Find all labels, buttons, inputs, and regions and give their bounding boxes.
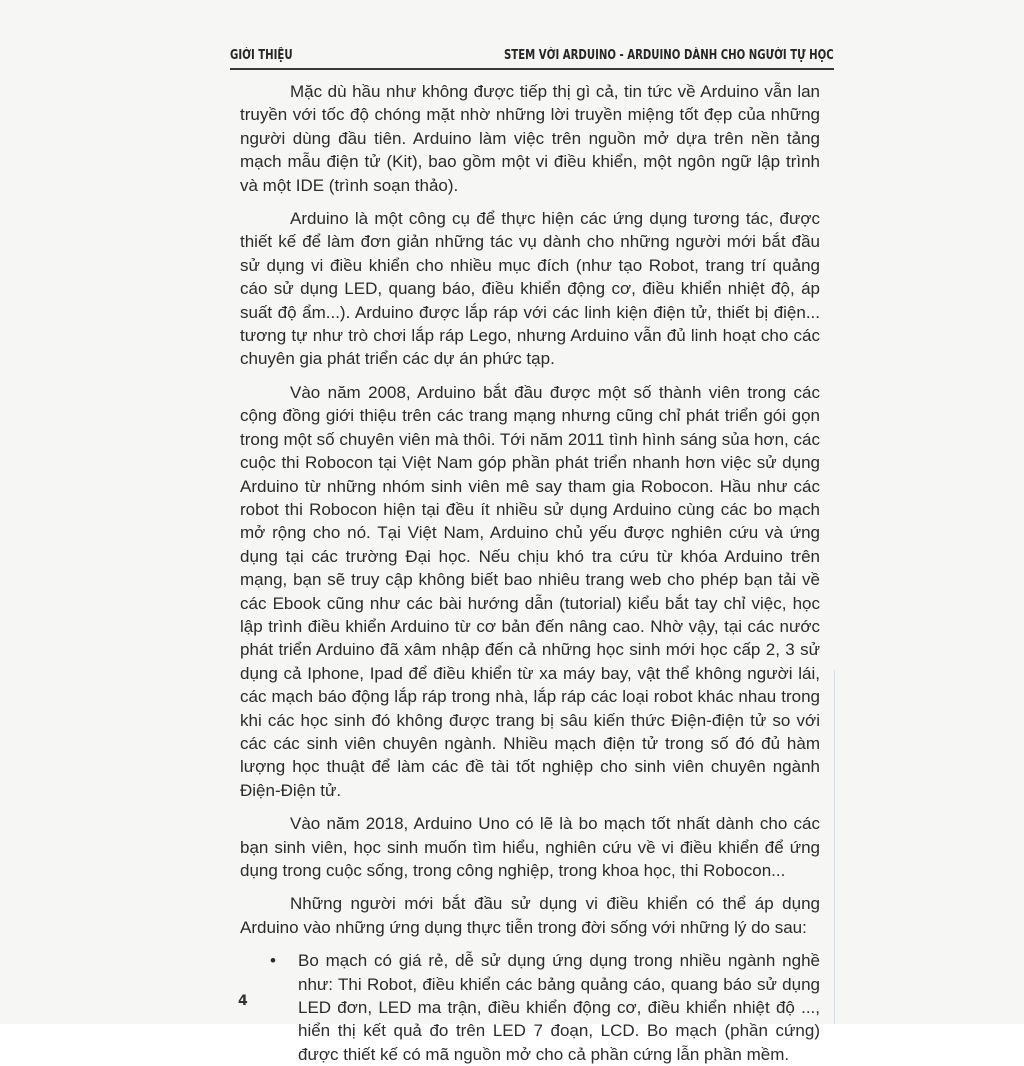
running-header [230,38,834,70]
paragraph-3: Vào năm 2008, Arduino bắt đầu được một số thành viên trong các cộng đồng giới thiệu trên các trang mạng nhưng cũng chỉ phát triển gói gọn trong một số chuyên viên mà thôi. Tới năm 2011 tình hình sáng sủa hơn, các cuộc thi Robocon tại Việt Nam góp phần phát triển nhanh hơn việc sử dụng Arduino từ những nhóm sinh viên mê say tham gia Robocon. Hầu như các robot thi Robocon hiện tại đều ít nhiều sử dụng Arduino cùng các bo mạch mở rộng cho nó. Tại Việt Nam, Arduino chủ yếu được nghiên cứu và ứng dụng tại các trường Đại học. Nếu chịu khó tra cứu từ khóa Arduino trên mạng, bạn sẽ truy cập không biết bao nhiêu trang web cho phép bạn tải về các Ebook cũng như các bài hướng dẫn (tutorial) kiểu bắt tay chỉ việc, học lập trình điều khiển Arduino từ cơ bản đến nâng cao. Nhờ vậy, tại các nước phát triển Arduino đã xâm nhập đến cả những học sinh mới học cấp 2, 3 sử dụng cả Iphone, Ipad để điều khiển từ xa máy bay, vật thể không người lái, các mạch báo động lắp ráp trong nhà, lắp ráp các loại robot khác nhau trong khi các học sinh đó không được trang bị sâu kiến thức Điện-điện tử so với các các sinh viên chuyên ngành. Nhiều mạch điện tử trong số đó đủ hàm lượng học thuật để làm các đề tài tốt nghiệp cho sinh viên chuyên ngành Điện-Điện tử. [240,382,820,800]
paragraph-4: Vào năm 2018, Arduino Uno có lẽ là bo mạch tốt nhất dành cho các bạn sinh viên, học sinh muốn tìm hiểu, nghiên cứu về vi điều khiển để ứng dụng trong cuộc sống, trong công nghiệp, trong khoa học, thi Robocon... [240,814,820,880]
bullet-item-1 [240,949,820,1066]
header-book-title: STEM VỚI ARDUINO - ARDUINO DÀNH CHO NGƯỜI TỰ HỌC [504,48,834,63]
page-body [240,80,820,1066]
page-number: 4 [238,993,248,1009]
paragraph-5: Những người mới bắt đầu sử dụng vi điều khiển có thể áp dụng Arduino vào những ứng dụng thực tiễn trong đời sống với những lý do sau: [240,894,820,937]
page-edge-divider [834,670,835,1024]
paragraph-2: Arduino là một công cụ để thực hiện các ứng dụng tương tác, được thiết kế để làm đơn giản những tác vụ dành cho những người mới bắt đầu sử dụng vi điều khiển cho nhiều mục đích (như tạo Robot, trang trí quảng cáo sử dụng LED, quang báo, điều khiển động cơ, điều khiển nhiệt độ, áp suất độ ẩm...). Arduino được lắp ráp với các linh kiện điện tử, thiết bị điện... tương tự như trò chơi lắp ráp Lego, nhưng Arduino vẫn đủ linh hoạt cho các chuyên gia phát triển các dự án phức tạp. [240,209,820,369]
paragraph-1: Mặc dù hầu như không được tiếp thị gì cả, tin tức về Arduino vẫn lan truyền với tốc độ chóng mặt nhờ những lời truyền miệng tốt đẹp của những người dùng đầu tiên. Arduino làm việc trên nguồn mở dựa trên nền tảng mạch mẫu điện tử (Kit), bao gồm một vi điều khiển, một ngôn ngữ lập trình và một IDE (trình soạn thảo). [240,82,820,195]
header-section-title: GIỚI THIỆU [230,48,293,63]
bullet-item-text: Bo mạch có giá rẻ, dễ sử dụng ứng dụng trong nhiều ngành nghề như: Thi Robot, điều khiển các bảng quảng cáo, quang báo sử dụng LED đơn, LED ma trận, điều khiển động cơ, điều khiển nhiệt độ ..., hiển thị kết quả đo trên LED 7 đoạn, LCD. Bo mạch (phần cứng) được thiết kế có mã nguồn mở cho cả phần cứng lẫn phần mềm. [298,951,820,1064]
bullet-icon: • [270,951,276,971]
